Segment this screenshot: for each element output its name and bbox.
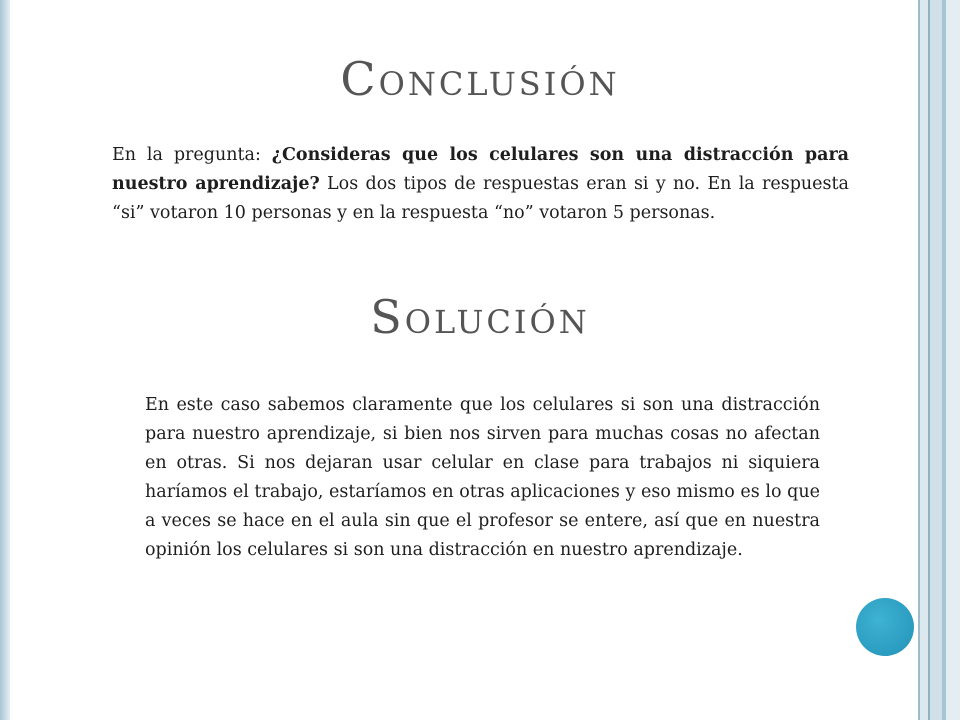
slide-right-border [916,0,960,720]
conclusion-intro: En la pregunta: [112,145,272,165]
survey-question: ¿Consideras que los celulares son una distracción para nuestro aprendizaje? [112,145,850,194]
conclusion-paragraph [112,141,849,228]
conclusion-results: Los dos tipos de respuestas eran si y no. En la respuesta “si” votaron 10 personas y en la respuesta “no” votaron 5 personas. [112,174,849,223]
conclusion-title: Conclusión [340,52,620,106]
decorative-circle [856,598,914,656]
solution-paragraph: En este caso sabemos claramente que los celulares si son una distracción para nuestro aprendizaje, si bien nos sirven para muchas cosas no afectan en otras. Si nos dejaran usar celular en clase para trabajos ni siquiera haríamos el trabajo, estaríamos en otras aplicaciones y eso mismo es lo que a veces se hace en el aula sin que el profesor se entere, así que en nuestra opinión los celulares si son una distracción en nuestro aprendizaje. [145,395,820,560]
slide-left-border [0,0,10,720]
solution-title: Solución [370,290,590,344]
